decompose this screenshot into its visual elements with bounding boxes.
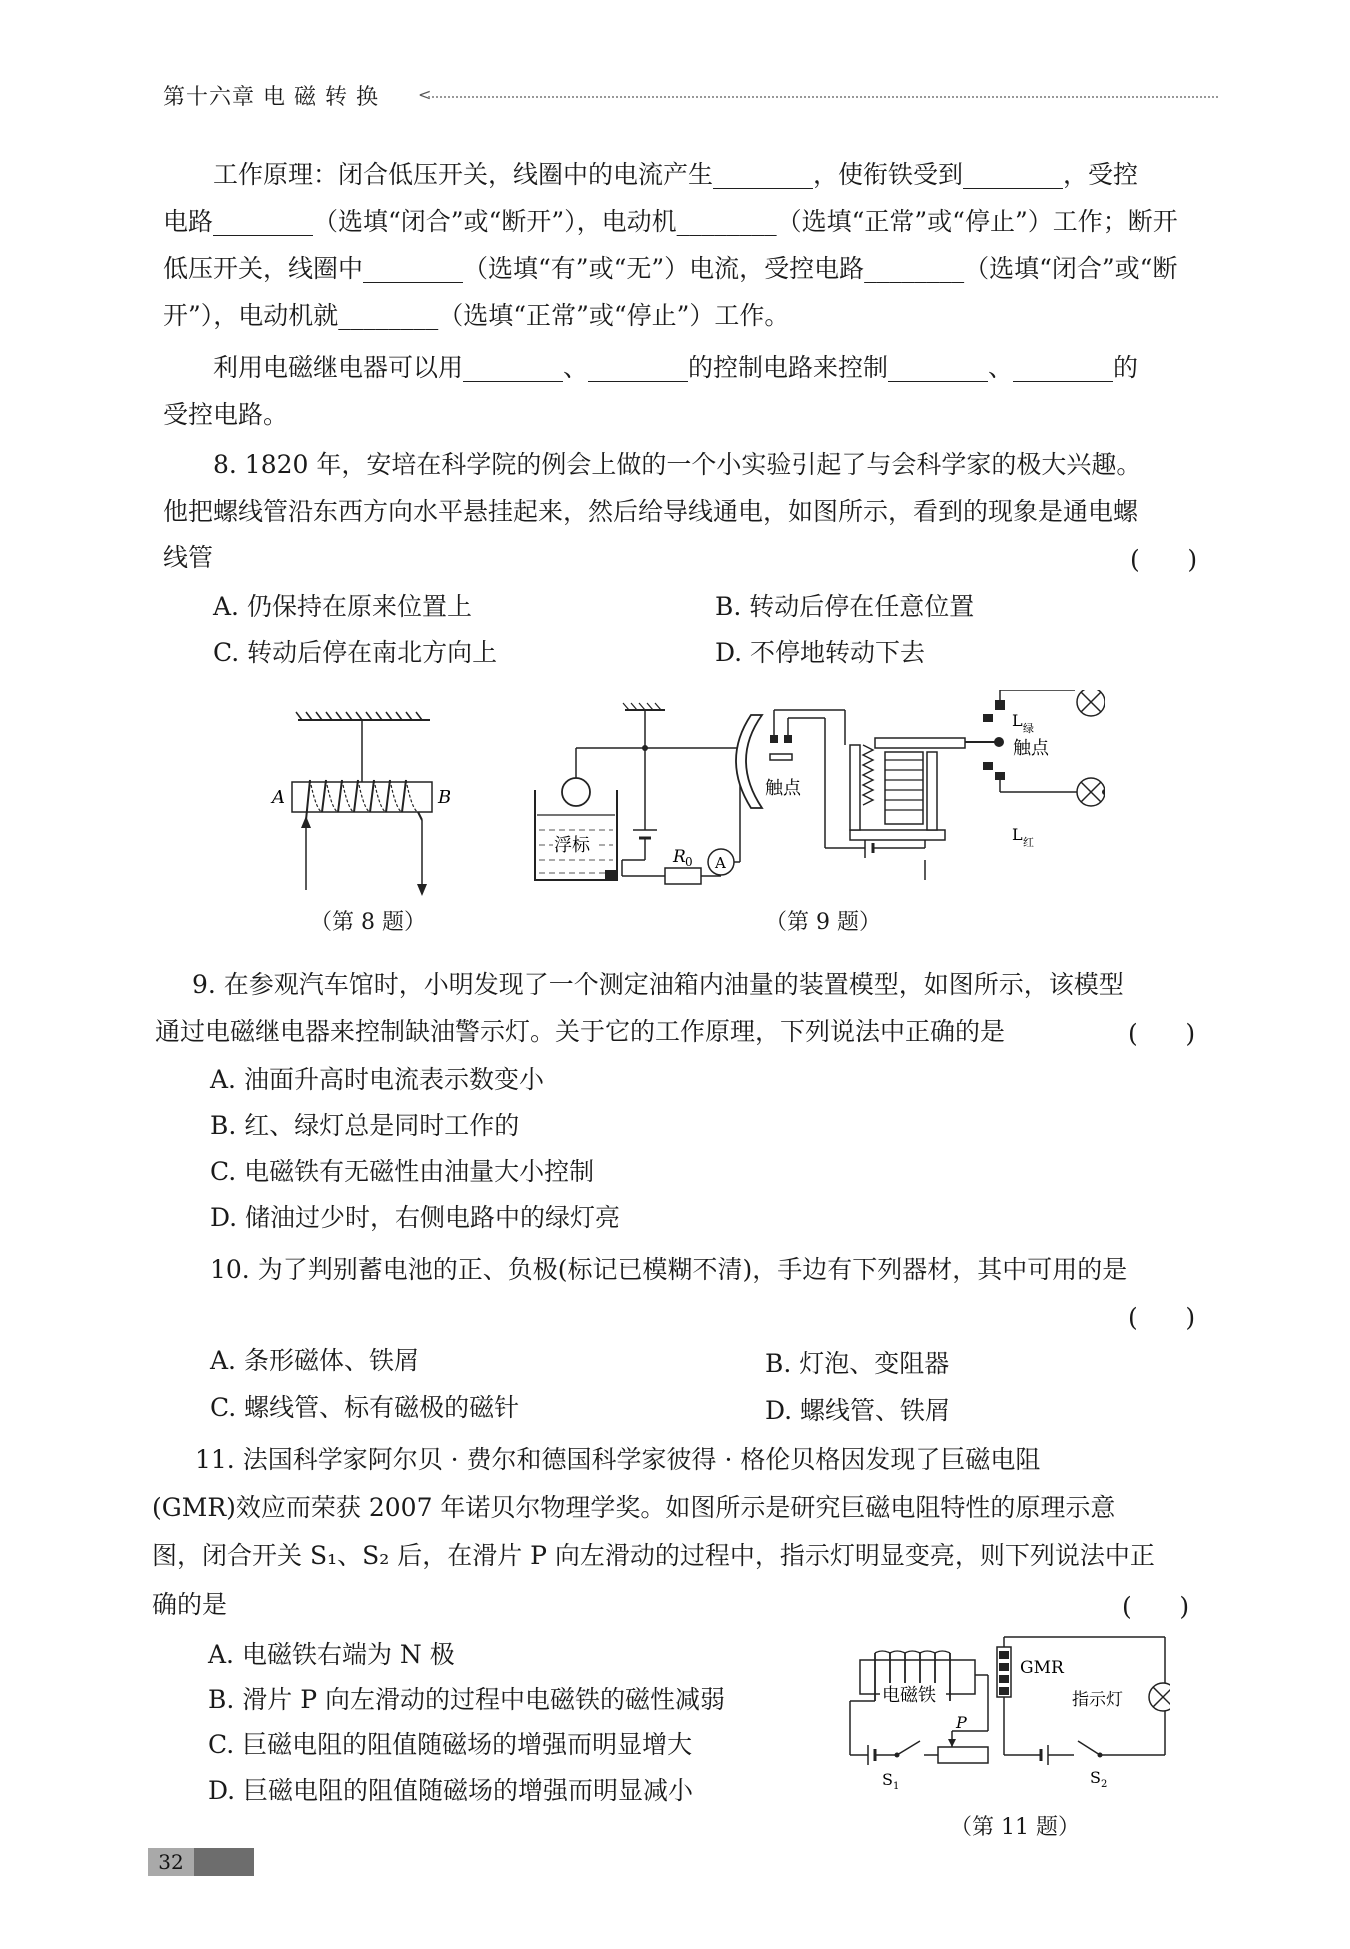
figure-11	[820, 1635, 1170, 1814]
q11-line-1: 11. 法国科学家阿尔贝 · 费尔和德国科学家彼得 · 格伦贝格因发现了巨磁电阻	[195, 1445, 1041, 1474]
fig11-lamp-label: 指示灯	[1072, 1690, 1123, 1710]
fig11-magnet-label: 电磁铁	[882, 1685, 936, 1706]
principle-line-4: 开”），电动机就________（选填“正常”或“停止”）工作。	[163, 301, 790, 330]
figure-9	[525, 690, 1105, 909]
q11-option-b: B. 滑片 P 向左滑动的过程中电磁铁的磁性减弱	[208, 1685, 725, 1714]
q10-option-d: D. 螺线管、铁屑	[765, 1396, 951, 1425]
q11-line-2: (GMR)效应而荣获 2007 年诺贝尔物理学奖。如图所示是研究巨磁电阻特性的原理示意	[152, 1493, 1116, 1522]
q10-line-1: 10. 为了判别蓄电池的正、负极(标记已模糊不清)，手边有下列器材，其中可用的是	[210, 1255, 1128, 1284]
fig9-lamp-red-sub: 红	[1023, 836, 1034, 849]
q10-option-a: A. 条形磁体、铁屑	[210, 1346, 419, 1375]
fig9-r0-label: R	[673, 847, 686, 867]
fig8-label-b: B	[438, 787, 450, 808]
q9-answer-paren: ( )	[1128, 1019, 1196, 1048]
figure-8	[270, 710, 450, 904]
header-divider	[428, 96, 1218, 98]
fig11-s2-sub: 2	[1101, 1779, 1108, 1790]
q9-line-2: 通过电磁继电器来控制缺油警示灯。关于它的工作原理，下列说法中正确的是	[155, 1017, 1006, 1046]
q8-line-1: 8. 1820 年，安培在科学院的例会上做的一个小实验引起了与会科学家的极大兴趣。	[213, 450, 1142, 479]
q11-answer-paren: ( )	[1122, 1592, 1190, 1621]
q11-option-c: C. 巨磁电阻的阻值随磁场的增强而明显增大	[208, 1730, 693, 1759]
principle-line-1: 工作原理：闭合低压开关，线圈中的电流产生________，使衔铁受到________，受控	[213, 160, 1139, 189]
fig11-p: P	[956, 1713, 967, 1732]
q11-option-d: D. 巨磁电阻的阻值随磁场的增强而明显减小	[208, 1776, 694, 1805]
q10-option-c: C. 螺线管、标有磁极的磁针	[210, 1393, 520, 1422]
principle-line-5: 利用电磁继电器可以用________、________的控制电路来控制________、________的	[213, 353, 1139, 382]
q8-option-d: D. 不停地转动下去	[715, 638, 926, 667]
page-number: 32	[148, 1848, 194, 1876]
fig9-lamp-green-sub: 绿	[1023, 722, 1034, 735]
fig9-lamp-green: L	[1012, 711, 1023, 730]
q11-option-a: A. 电磁铁右端为 N 极	[208, 1640, 455, 1669]
fig8-label-a: A	[272, 787, 285, 808]
header-arrow-icon: <	[418, 85, 432, 104]
q9-option-a: A. 油面升高时电流表示数变小	[210, 1065, 544, 1094]
q10-answer-paren: ( )	[1128, 1303, 1196, 1332]
q11-line-4: 确的是	[152, 1590, 228, 1619]
q9-option-d: D. 储油过少时，右侧电路中的绿灯亮	[210, 1203, 621, 1232]
fig9-ammeter-label: A	[715, 854, 726, 872]
fig9-contact-right: 触点	[1013, 738, 1049, 759]
q8-option-c: C. 转动后停在南北方向上	[213, 638, 498, 667]
q9-option-b: B. 红、绿灯总是同时工作的	[210, 1111, 520, 1140]
fig9-contact-left: 触点	[765, 778, 801, 799]
fig8-caption: （第 8 题）	[310, 910, 426, 935]
q9-option-c: C. 电磁铁有无磁性由油量大小控制	[210, 1157, 595, 1186]
q8-option-a: A. 仍保持在原来位置上	[213, 592, 472, 621]
q8-option-b: B. 转动后停在任意位置	[715, 592, 975, 621]
fig11-s1: S	[882, 1770, 893, 1789]
fig11-s1-sub: 1	[893, 1781, 900, 1792]
fig11-caption: （第 11 题）	[950, 1815, 1080, 1840]
fig9-caption: （第 9 题）	[765, 910, 881, 935]
fig11-s2: S	[1090, 1768, 1101, 1787]
fig9-float-label: 浮标	[554, 835, 590, 856]
principle-line-6: 受控电路。	[163, 400, 289, 429]
fig9-lamp-red: L	[1012, 825, 1023, 844]
fig9-r0-sub: 0	[685, 855, 693, 869]
principle-line-3: 低压开关，线圈中________（选填“有”或“无”）电流，受控电路________（选填“闭合”或“断	[163, 254, 1178, 283]
q8-answer-paren: ( )	[1130, 545, 1198, 574]
q11-line-3: 图，闭合开关 S₁、S₂ 后，在滑片 P 向左滑动的过程中，指示灯明显变亮，则下列说法中正	[152, 1541, 1155, 1570]
principle-line-2: 电路________（选填“闭合”或“断开”），电动机________（选填“正常”或“停止”）工作；断开	[163, 207, 1178, 236]
q8-line-2: 他把螺线管沿东西方向水平悬挂起来，然后给导线通电，如图所示，看到的现象是通电螺	[163, 497, 1139, 526]
q10-option-b: B. 灯泡、变阻器	[765, 1349, 950, 1378]
fig11-gmr-label: GMR	[1020, 1658, 1064, 1678]
q9-line-1: 9. 在参观汽车馆时，小明发现了一个测定油箱内油量的装置模型，如图所示，该模型	[192, 970, 1124, 999]
q8-line-3: 线管	[163, 543, 214, 572]
chapter-header: 第十六章 电 磁 转 换	[163, 85, 379, 110]
